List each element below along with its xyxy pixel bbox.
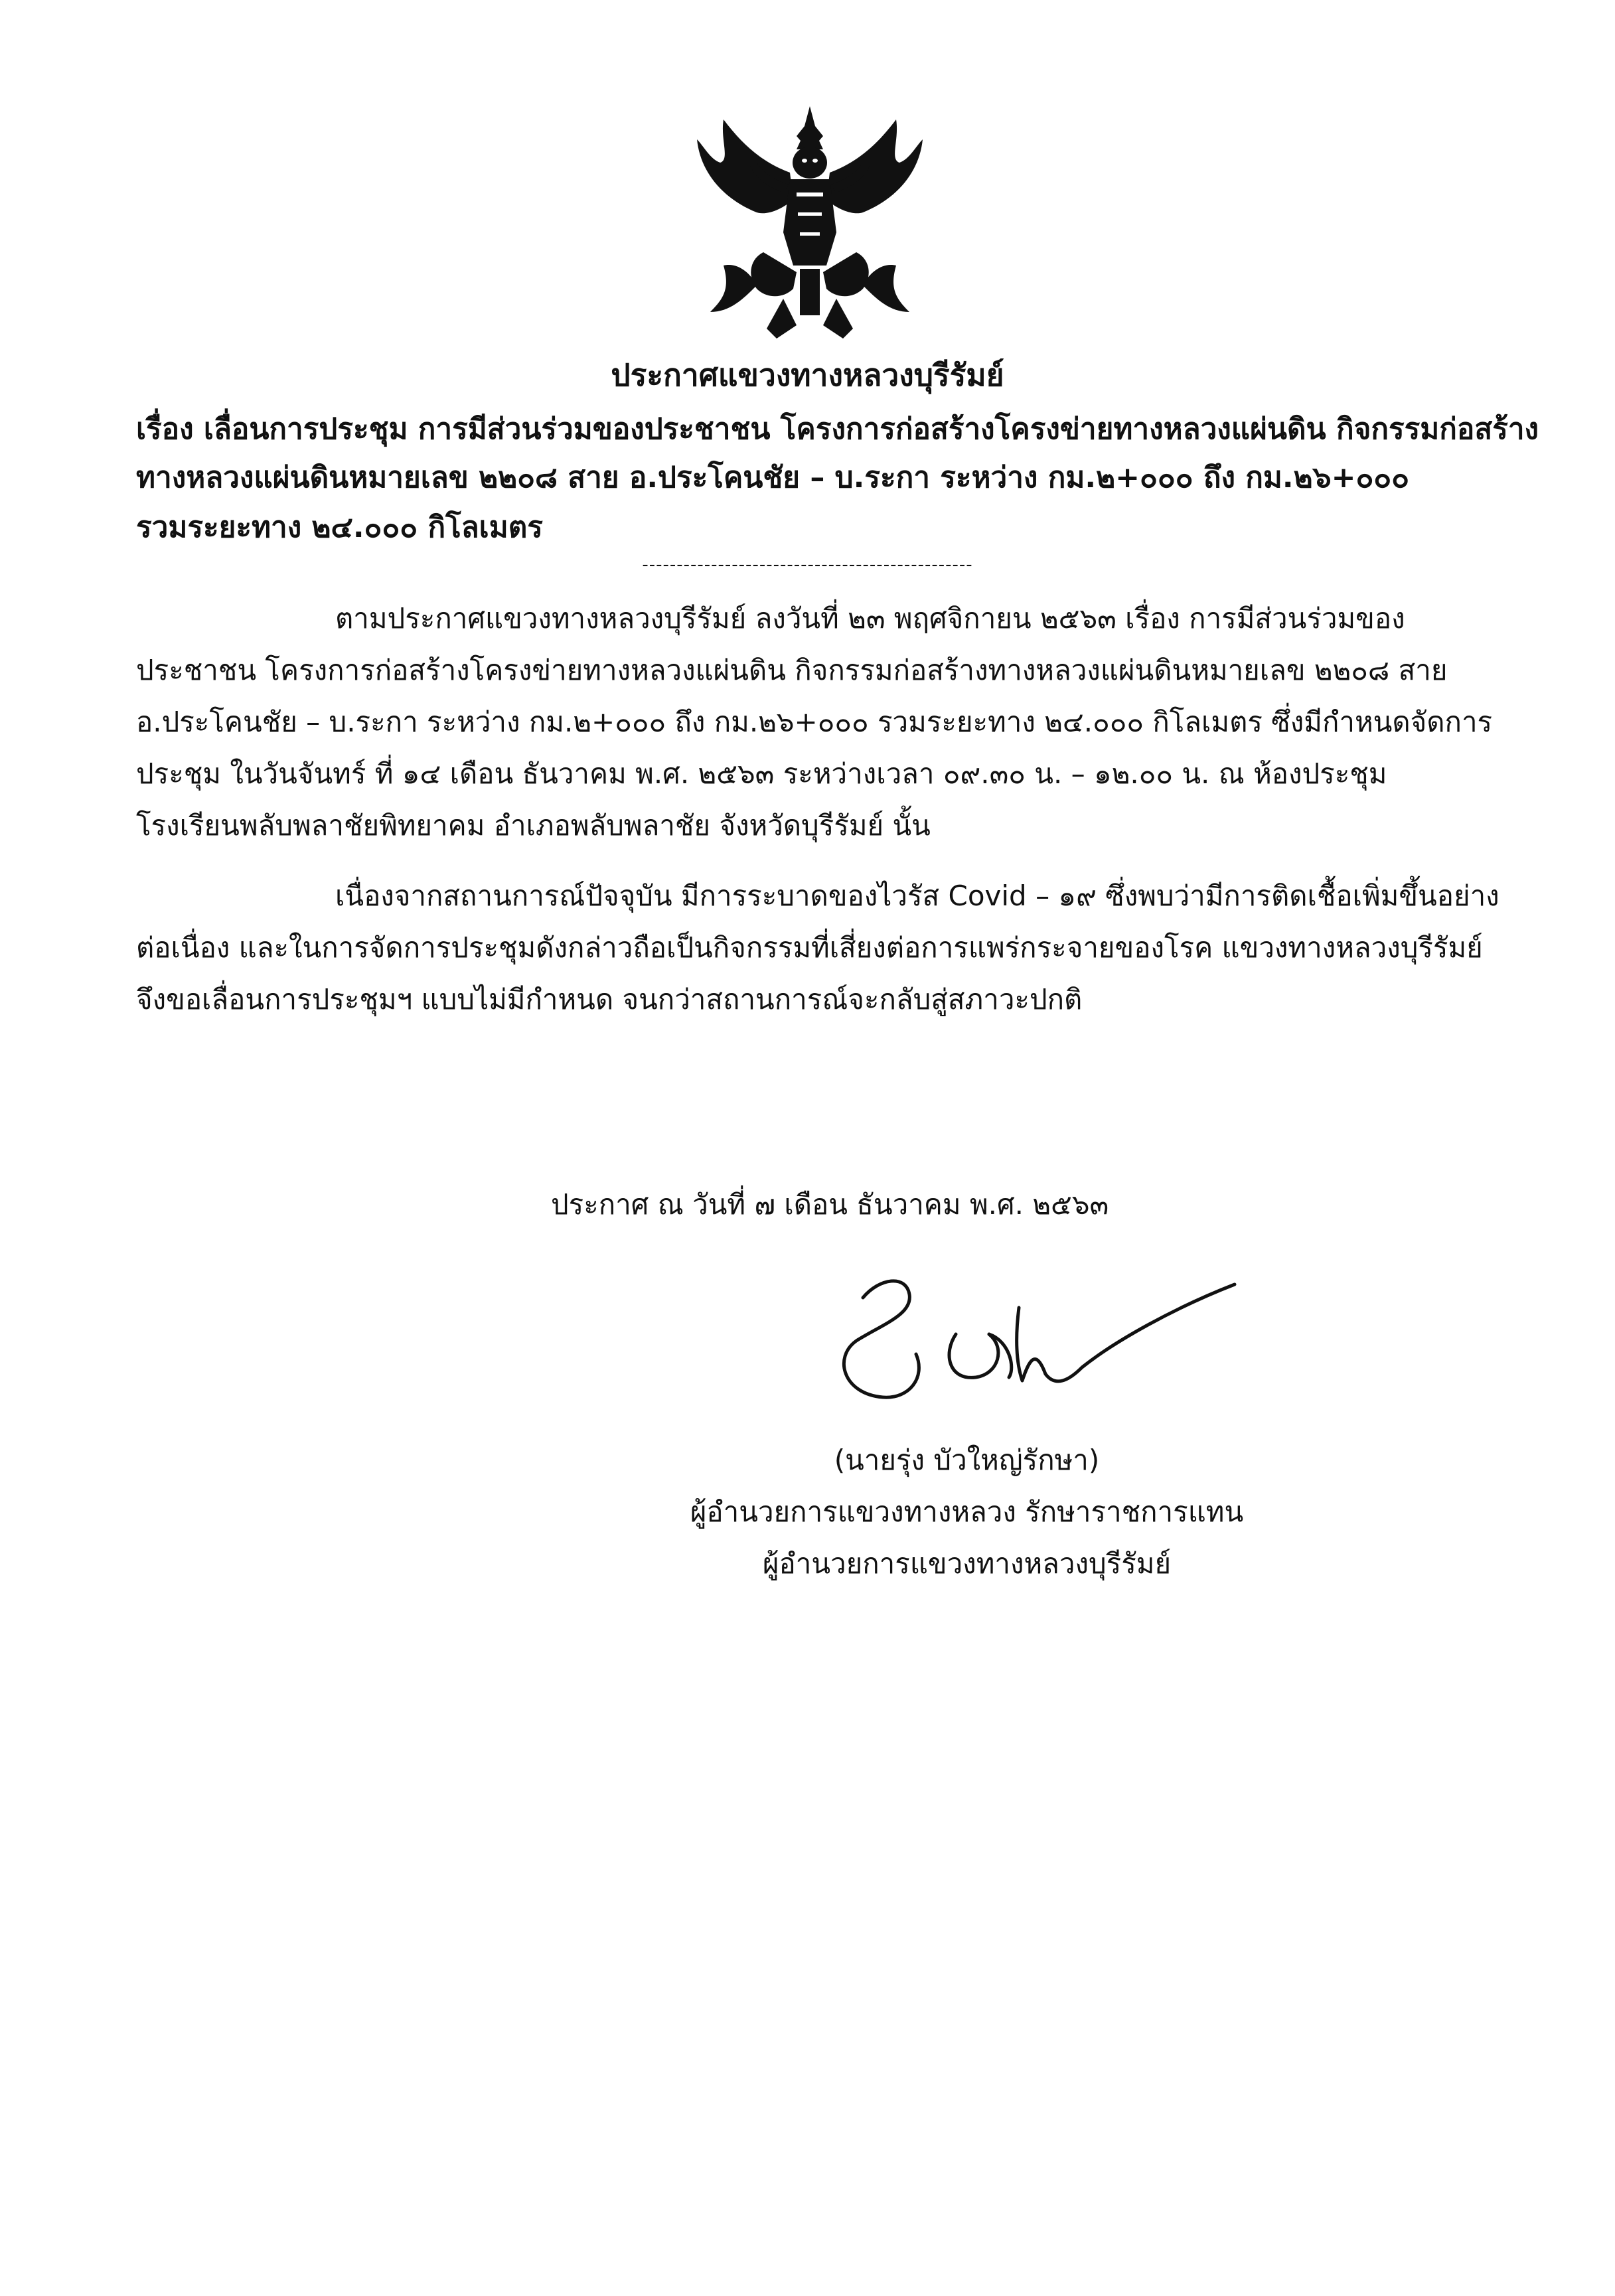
announcement-date: ประกาศ ณ วันที่ ๗ เดือน ธันวาคม พ.ศ. ๒๕๖๓ (551, 1188, 1109, 1221)
paragraph1-line-5: โรงเรียนพลับพลาชัยพิทยาคม อำเภอพลับพลาชัย จังหวัดบุรีรัมย์ นั้น (136, 809, 931, 842)
signatory-position-1: ผู้อำนวยการแขวงทางหลวง รักษาราชการแทน (690, 1495, 1244, 1528)
subject-line-1: เรื่อง เลื่อนการประชุม การมีส่วนร่วมของประชาชน โครงการก่อสร้างโครงข่ายทางหลวงแผ่นดิน กิจกรรมก่อสร้าง (136, 412, 1539, 446)
garuda-emblem-icon (684, 100, 936, 345)
paragraph2-line-3: จึงขอเลื่อนการประชุมฯ แบบไม่มีกำหนด จนกว่าสถานการณ์จะกลับสู่สภาวะปกติ (136, 983, 1083, 1016)
signatory-position-2: ผู้อำนวยการแขวงทางหลวงบุรีรัมย์ (762, 1547, 1172, 1580)
subject-line-3: รวมระยะทาง ๒๔.๐๐๐ กิโลเมตร (136, 510, 543, 544)
paragraph1-line-2: ประชาชน โครงการก่อสร้างโครงข่ายทางหลวงแผ่นดิน กิจกรรมก่อสร้างทางหลวงแผ่นดินหมายเลข ๒๒๐๘ สาย (136, 654, 1448, 686)
handwritten-signature-icon (816, 1261, 1255, 1414)
announcement-title: ประกาศแขวงทางหลวงบุรีรัมย์ (611, 357, 1004, 393)
subject-line-2: ทางหลวงแผ่นดินหมายเลข ๒๒๐๘ สาย อ.ประโคนชัย – บ.ระกา ระหว่าง กม.๒+๐๐๐ ถึง กม.๒๖+๐๐๐ (136, 461, 1410, 495)
signatory-name: (นายรุ่ง บัวใหญ่รักษา) (834, 1444, 1100, 1476)
paragraph2-line-1: เนื่องจากสถานการณ์ปัจจุบัน มีการระบาดของไวรัส Covid – ๑๙ ซึ่งพบว่ามีการติดเชื้อเพิ่มขึ้นอย่าง (335, 880, 1500, 912)
divider: ------------------------------------------------ (642, 555, 973, 575)
paragraph1-line-4: ประชุม ในวันจันทร์ ที่ ๑๔ เดือน ธันวาคม พ.ศ. ๒๕๖๓ ระหว่างเวลา ๐๙.๓๐ น. – ๑๒.๐๐ น. ณ ห้องประชุม (136, 757, 1387, 790)
paragraph1-line-3: อ.ประโคนชัย – บ.ระกา ระหว่าง กม.๒+๐๐๐ ถึง กม.๒๖+๐๐๐ รวมระยะทาง ๒๔.๐๐๐ กิโลเมตร ซึ่งมีกำหนดจัดการ (136, 706, 1493, 738)
paragraph1-line-1: ตามประกาศแขวงทางหลวงบุรีรัมย์ ลงวันที่ ๒๓ พฤศจิกายน ๒๕๖๓ เรื่อง การมีส่วนร่วมของ (335, 602, 1405, 635)
paragraph2-line-2: ต่อเนื่อง และในการจัดการประชุมดังกล่าวถือเป็นกิจกรรมที่เสี่ยงต่อการแพร่กระจายของโรค แขวงทางหลวงบุรีรัมย์ (136, 931, 1483, 964)
